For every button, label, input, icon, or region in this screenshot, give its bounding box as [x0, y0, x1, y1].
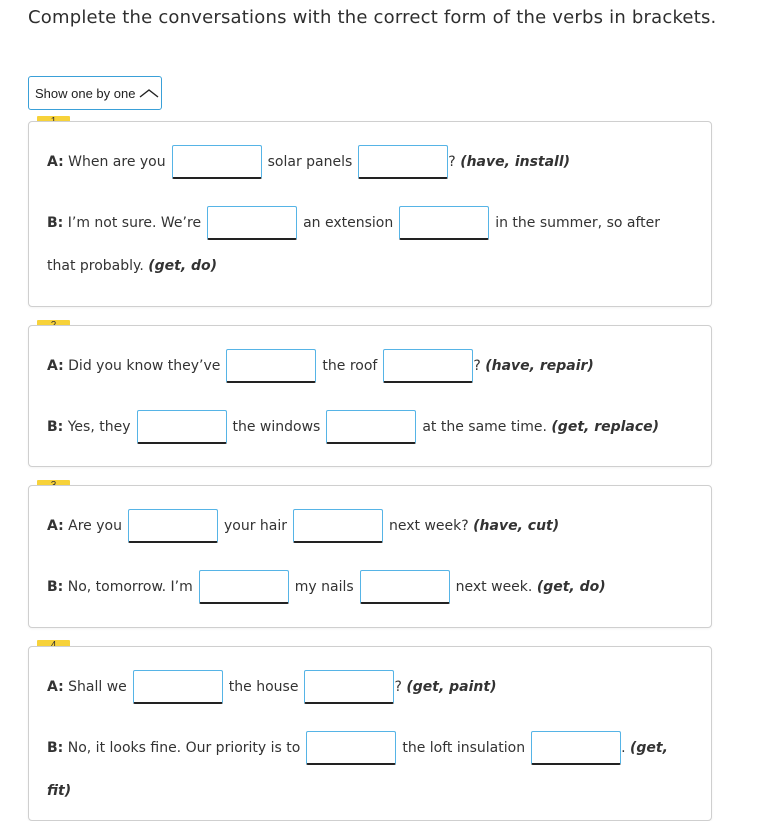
instructions: Complete the conversations with the correct form of the verbs in brackets.: [28, 7, 717, 28]
answer-input-3b[interactable]: [293, 509, 383, 543]
sentence-text: next week.: [455, 579, 533, 595]
sentence-text: When are you: [68, 154, 166, 170]
sentence-text: the house: [228, 679, 299, 695]
speaker-label: A:: [47, 518, 64, 534]
answer-input-3d[interactable]: [360, 570, 450, 604]
answer-input-2b[interactable]: [383, 349, 473, 383]
exercise-card-2: [28, 325, 712, 467]
sentence-text: No, it looks fine. Our priority is to: [67, 740, 301, 756]
answer-input-2d[interactable]: [326, 410, 416, 444]
speaker-label: B:: [47, 419, 64, 435]
show-one-by-one-button[interactable]: [28, 76, 162, 110]
sentence-text: solar panels: [267, 154, 353, 170]
answer-input-1c[interactable]: [207, 206, 297, 240]
sentence-text: next week?: [389, 518, 469, 534]
exercise-card-4: [28, 646, 712, 821]
sentence-text: ?: [473, 358, 481, 374]
sentence-text: Are you: [68, 518, 122, 534]
sentence-text: No, tomorrow. I’m: [67, 579, 193, 595]
speaker-label: B:: [47, 215, 64, 231]
answer-input-2a[interactable]: [226, 349, 316, 383]
speaker-label: A:: [47, 358, 64, 374]
verb-hint: (have, cut): [473, 518, 560, 534]
sentence-text: the windows: [232, 419, 321, 435]
sentence-text: Did you know they’ve: [68, 358, 221, 374]
answer-input-3c[interactable]: [199, 570, 289, 604]
sentence-text: ?: [394, 679, 402, 695]
sentence-text: that probably.: [47, 258, 144, 274]
answer-input-2c[interactable]: [137, 410, 227, 444]
chevron-up-icon: [138, 87, 160, 99]
sentence-text: in the summer, so after: [495, 215, 660, 231]
exercise-card-1: [28, 121, 712, 307]
answer-input-4d[interactable]: [531, 731, 621, 765]
speaker-label: B:: [47, 579, 64, 595]
speaker-label: B:: [47, 740, 64, 756]
answer-input-4a[interactable]: [133, 670, 223, 704]
sentence-text: I’m not sure. We’re: [67, 215, 202, 231]
answer-input-4b[interactable]: [304, 670, 394, 704]
answer-input-3a[interactable]: [128, 509, 218, 543]
show-one-by-one-label: Show one by one: [35, 85, 136, 101]
verb-hint: (get, replace): [551, 419, 660, 435]
sentence-text: the roof: [322, 358, 378, 374]
answer-input-1b[interactable]: [358, 145, 448, 179]
answer-input-1d[interactable]: [399, 206, 489, 240]
sentence-text: my nails: [294, 579, 354, 595]
verb-hint: (get, paint): [406, 679, 497, 695]
sentence-text: at the same time.: [422, 419, 547, 435]
verb-hint: (have, repair): [485, 358, 594, 374]
sentence-text: your hair: [223, 518, 287, 534]
answer-input-4c[interactable]: [306, 731, 396, 765]
verb-hint: (get,: [629, 740, 668, 756]
exercise-card-3: [28, 485, 712, 628]
sentence-text: .: [621, 740, 626, 756]
verb-hint: (get, do): [148, 258, 218, 274]
speaker-label: A:: [47, 679, 64, 695]
sentence-text: Shall we: [68, 679, 127, 695]
verb-hint: fit): [47, 783, 72, 799]
verb-hint: (have, install): [460, 154, 571, 170]
answer-input-1a[interactable]: [172, 145, 262, 179]
sentence-text: ?: [448, 154, 456, 170]
sentence-text: an extension: [303, 215, 394, 231]
verb-hint: (get, do): [536, 579, 606, 595]
sentence-text: Yes, they: [67, 419, 131, 435]
sentence-text: the loft insulation: [402, 740, 526, 756]
speaker-label: A:: [47, 154, 64, 170]
